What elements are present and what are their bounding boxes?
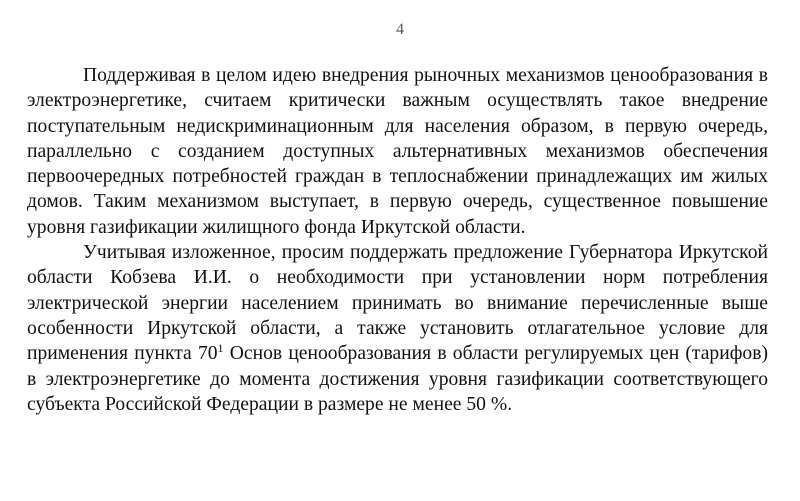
point-superscript: 1 bbox=[217, 341, 224, 356]
paragraph-request-text-start: Учитывая изложенное, просим поддержать предложение Губернатора Иркутской области Кобзева И.И. о необходимости при установлении норм потребления электрической энергии населением принимать во внимание перечисленные выше особенности Иркутской области, а также установить отлагательное условие для применения пункта 70 bbox=[27, 242, 768, 365]
document-body bbox=[27, 63, 768, 417]
paragraph-market-mechanisms: Поддерживая в целом идею внедрения рыночных механизмов ценообразования в электроэнергетике, считаем критически важным осуществлять такое внедрение поступательным недискриминационным для населения образом, в первую очередь, параллельно с созданием доступных альтернативных механизмов обеспечения первоочередных потребностей граждан в теплоснабжении принадлежащих им жилых домов. Таким механизмом выступает, в первую очередь, существенное повышение уровня газификации жилищного фонда Иркутской области. bbox=[27, 65, 768, 238]
paragraph-request-governor-proposal bbox=[27, 240, 768, 417]
paragraph-request-text-end: Основ ценообразования в области регулируемых цен (тарифов) в электроэнергетике до момента достижения уровня газификации соответствующего субъекта Российской Федерации в размере не менее 50 %. bbox=[27, 343, 768, 415]
page-number: 4 bbox=[396, 21, 404, 38]
